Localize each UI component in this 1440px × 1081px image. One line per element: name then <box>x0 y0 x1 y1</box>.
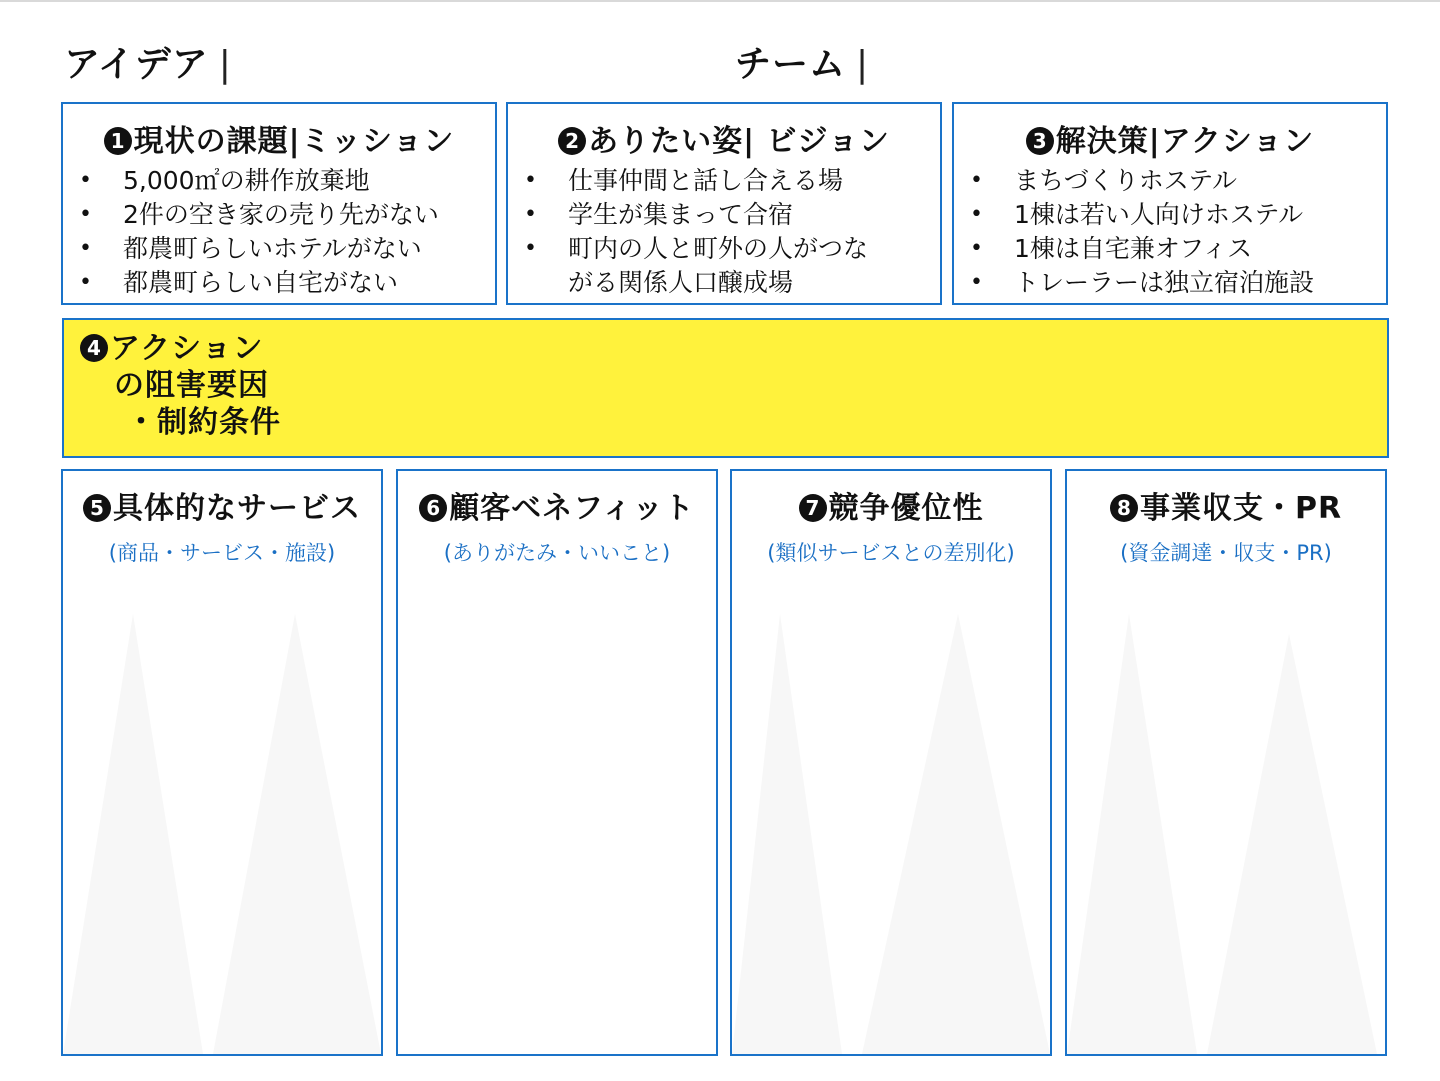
number-badge-icon: 4 <box>80 334 108 362</box>
box-subtitle: (類似サービスとの差別化) <box>767 541 1015 565</box>
obstacle-line-3: ・制約条件 <box>126 405 281 440</box>
list-item-text: 都農町らしい自宅がない <box>123 268 399 297</box>
team-label: チーム <box>735 44 847 85</box>
number-badge-icon: 7 <box>799 494 827 522</box>
box-title-text: 解決策|アクション <box>1055 124 1315 159</box>
box-benefit <box>396 469 718 1056</box>
box-current-issues <box>61 102 497 305</box>
team-separator: | <box>856 44 870 85</box>
box-title <box>508 116 940 160</box>
list-item-text: まちづくりホステル <box>1014 166 1238 195</box>
obstacle-line-1-text: アクション <box>110 331 264 366</box>
bullet-icon: • <box>524 202 537 227</box>
item-list <box>63 164 495 300</box>
number-badge-icon: 1 <box>104 127 132 155</box>
list-item-text: 仕事仲間と話し合える場 <box>568 166 844 195</box>
box-advantage <box>730 469 1052 1056</box>
idea-header <box>64 36 232 87</box>
box-title-text: ありたい姿| ビジョン <box>588 124 890 159</box>
box-solution <box>952 102 1388 305</box>
box-title-text: 事業収支・PR <box>1139 491 1343 526</box>
list-item-text: 2件の空き家の売り先がない <box>123 200 439 229</box>
decorative-shade <box>63 574 385 1054</box>
box-service <box>61 469 383 1056</box>
list-item-text: 学生が集まって合宿 <box>568 200 794 229</box>
bullet-icon: • <box>970 236 983 261</box>
item-list <box>508 164 940 300</box>
list-item <box>63 164 495 198</box>
list-item-text: 1棟は若い人向けホステル <box>1014 200 1304 229</box>
obstacle-title <box>80 330 281 441</box>
box-title-text: 顧客ベネフィット <box>449 491 695 526</box>
box-title <box>63 116 495 160</box>
list-item <box>954 232 1386 266</box>
box-title-text: 競争優位性 <box>828 491 984 526</box>
box-title <box>732 483 1050 527</box>
box-title <box>398 483 716 527</box>
box-subtitle: (ありがたみ・いいこと) <box>443 541 671 565</box>
list-item <box>954 266 1386 300</box>
bullet-icon: • <box>970 270 983 295</box>
idea-separator: | <box>218 44 232 85</box>
list-item <box>63 232 495 266</box>
number-badge-icon: 3 <box>1026 127 1054 155</box>
list-item-text: トレーラーは独立宿泊施設 <box>1014 268 1315 297</box>
list-item <box>508 164 940 198</box>
box-subtitle: (資金調達・収支・PR) <box>1120 541 1332 565</box>
number-badge-icon: 6 <box>419 494 447 522</box>
list-item-text: 1棟は自宅兼オフィス <box>1014 234 1253 263</box>
team-header <box>735 36 869 87</box>
obstacle-line-1 <box>80 331 264 366</box>
bullet-icon: • <box>79 236 92 261</box>
list-item <box>63 266 495 300</box>
list-item <box>508 198 940 232</box>
list-item <box>954 164 1386 198</box>
box-title <box>63 483 381 527</box>
box-title <box>954 116 1386 160</box>
box-title-text: 具体的なサービス <box>113 491 361 526</box>
obstacle-line-2: の阻害要因 <box>114 368 269 403</box>
top-rule <box>0 0 1440 2</box>
bullet-icon: • <box>79 168 92 193</box>
box-title-text: 現状の課題|ミッション <box>133 124 455 159</box>
list-item-continuation <box>508 266 940 300</box>
list-item-text: 5,000㎡の耕作放棄地 <box>123 166 370 195</box>
item-list <box>954 164 1386 300</box>
box-finance <box>1065 469 1387 1056</box>
bullet-icon: • <box>79 270 92 295</box>
list-item-text: がる関係人口醸成場 <box>568 268 794 297</box>
box-title <box>1067 483 1385 527</box>
list-item <box>63 198 495 232</box>
number-badge-icon: 8 <box>1110 494 1138 522</box>
list-item-text: 町内の人と町外の人がつな <box>568 234 869 263</box>
list-item <box>508 232 940 266</box>
box-subtitle: (商品・サービス・施設) <box>108 541 336 565</box>
bullet-icon: • <box>524 236 537 261</box>
bullet-icon: • <box>79 202 92 227</box>
number-badge-icon: 5 <box>83 494 111 522</box>
bullet-icon: • <box>970 202 983 227</box>
box-vision <box>506 102 942 305</box>
bullet-icon: • <box>970 168 983 193</box>
box-obstacles <box>62 318 1389 458</box>
number-badge-icon: 2 <box>558 127 586 155</box>
decorative-shade <box>1067 574 1389 1054</box>
bullet-icon: • <box>524 168 537 193</box>
list-item-text: 都農町らしいホテルがない <box>123 234 422 263</box>
decorative-shade <box>732 574 1054 1054</box>
idea-label: アイデア <box>64 44 209 85</box>
list-item <box>954 198 1386 232</box>
